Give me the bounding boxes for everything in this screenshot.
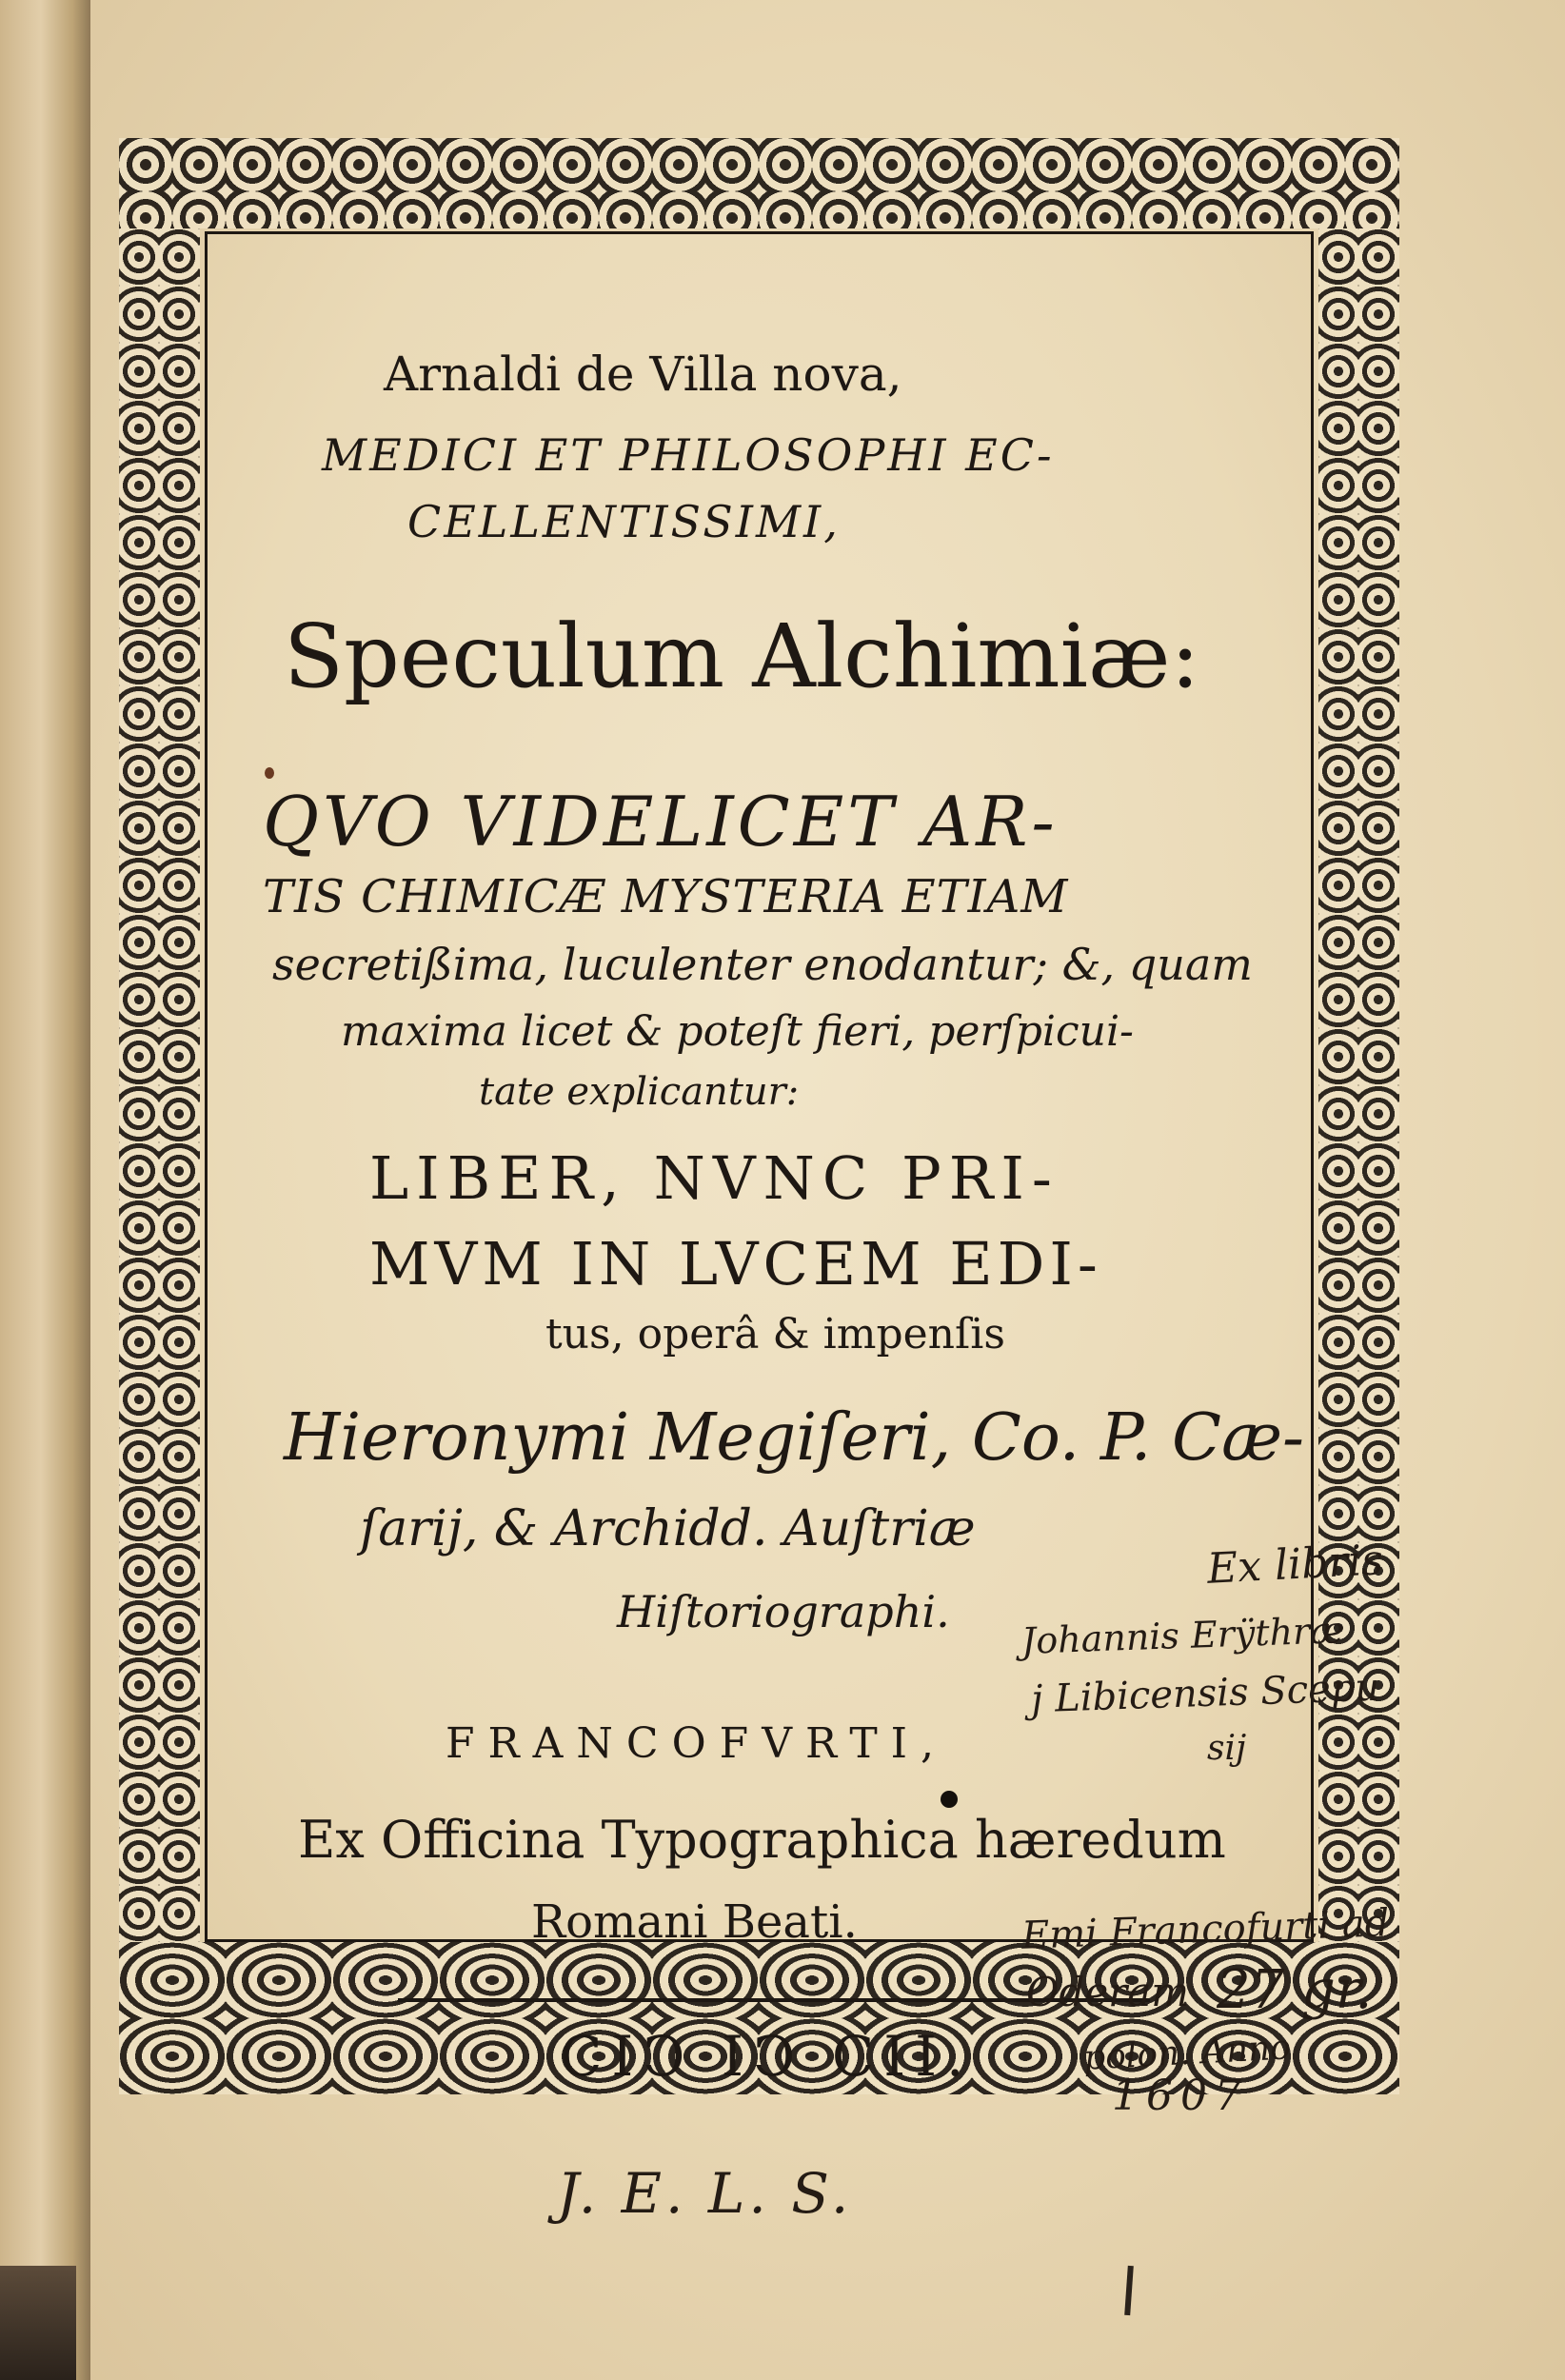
binding-corner (0, 2266, 76, 2380)
stain-dot (265, 767, 274, 779)
handwritten-purchase-1: Emi Francofurti ad (1020, 1901, 1391, 1958)
liber-line-2: MVM IN LVCEM EDI- (369, 1229, 1102, 1299)
subtitle-line-1: QVO VIDELICET AR- (263, 782, 1059, 862)
handwritten-owner-1: Johannis Erÿthræ (1020, 1609, 1345, 1662)
editor-line-1: Hieronymi Megiſeri, Co. P. Cæ- (284, 1400, 1304, 1476)
imprint-place: FRANCOFVRTI, (446, 1719, 948, 1768)
handwritten-purchase-3: polon. Anno (1082, 2028, 1292, 2078)
printer-line-2: Romani Beati. (531, 1895, 858, 1949)
editor-line-3: Hiſtoriographi. (617, 1586, 950, 1637)
handwritten-exlibris: Ex libris (1205, 1536, 1385, 1594)
handwritten-owner-2: j Libicensis Scepu (1030, 1665, 1380, 1722)
pencil-mark (1124, 2266, 1134, 2315)
editor-line-2: ſarij, & Archidd. Auſtriæ (360, 1500, 976, 1557)
liber-line-1: LIBER, NVNC PRI- (369, 1143, 1060, 1213)
subtitle-line-3: secretißima, luculenter enodantur; &, quam (272, 939, 1253, 990)
liber-line-3: tus, operâ & impenſis (545, 1310, 1005, 1359)
handwritten-owner-3: sij (1207, 1729, 1247, 1768)
subtitle-line-5: tate explicantur: (479, 1070, 800, 1114)
main-title: Speculum Alchimiæ: (284, 605, 1200, 707)
handwritten-initials: J. E. L. S. (557, 2161, 853, 2226)
handwritten-price: 27 gr. (1217, 1959, 1373, 2021)
ornamental-frame (119, 138, 1399, 2120)
handwritten-year: 1607 (1112, 2072, 1249, 2120)
book-spine (0, 0, 90, 2380)
epithet-line-2: CELLENTISSIMI, (407, 496, 841, 547)
epithet-line-1: MEDICI ET PHILOSOPHI EC- (322, 429, 1055, 481)
imprint-date: CIↃ IↃ CII. (560, 2024, 974, 2089)
handwritten-purchase-2: Oderam (1026, 1969, 1190, 2015)
ink-blot (941, 1791, 958, 1808)
subtitle-line-4: maxima licet & poteſt fieri, perſpicui- (341, 1007, 1134, 1056)
title-panel (205, 231, 1391, 2120)
ornament-border-top (119, 138, 1399, 228)
printer-line-1: Ex Officina Typographica hæredum (298, 1810, 1226, 1870)
subtitle-line-2: TIS CHIMICÆ MYSTERIA ETIAM (263, 870, 1069, 923)
author-line: Arnaldi de Villa nova, (384, 347, 902, 402)
ornament-border-left (119, 228, 200, 1942)
